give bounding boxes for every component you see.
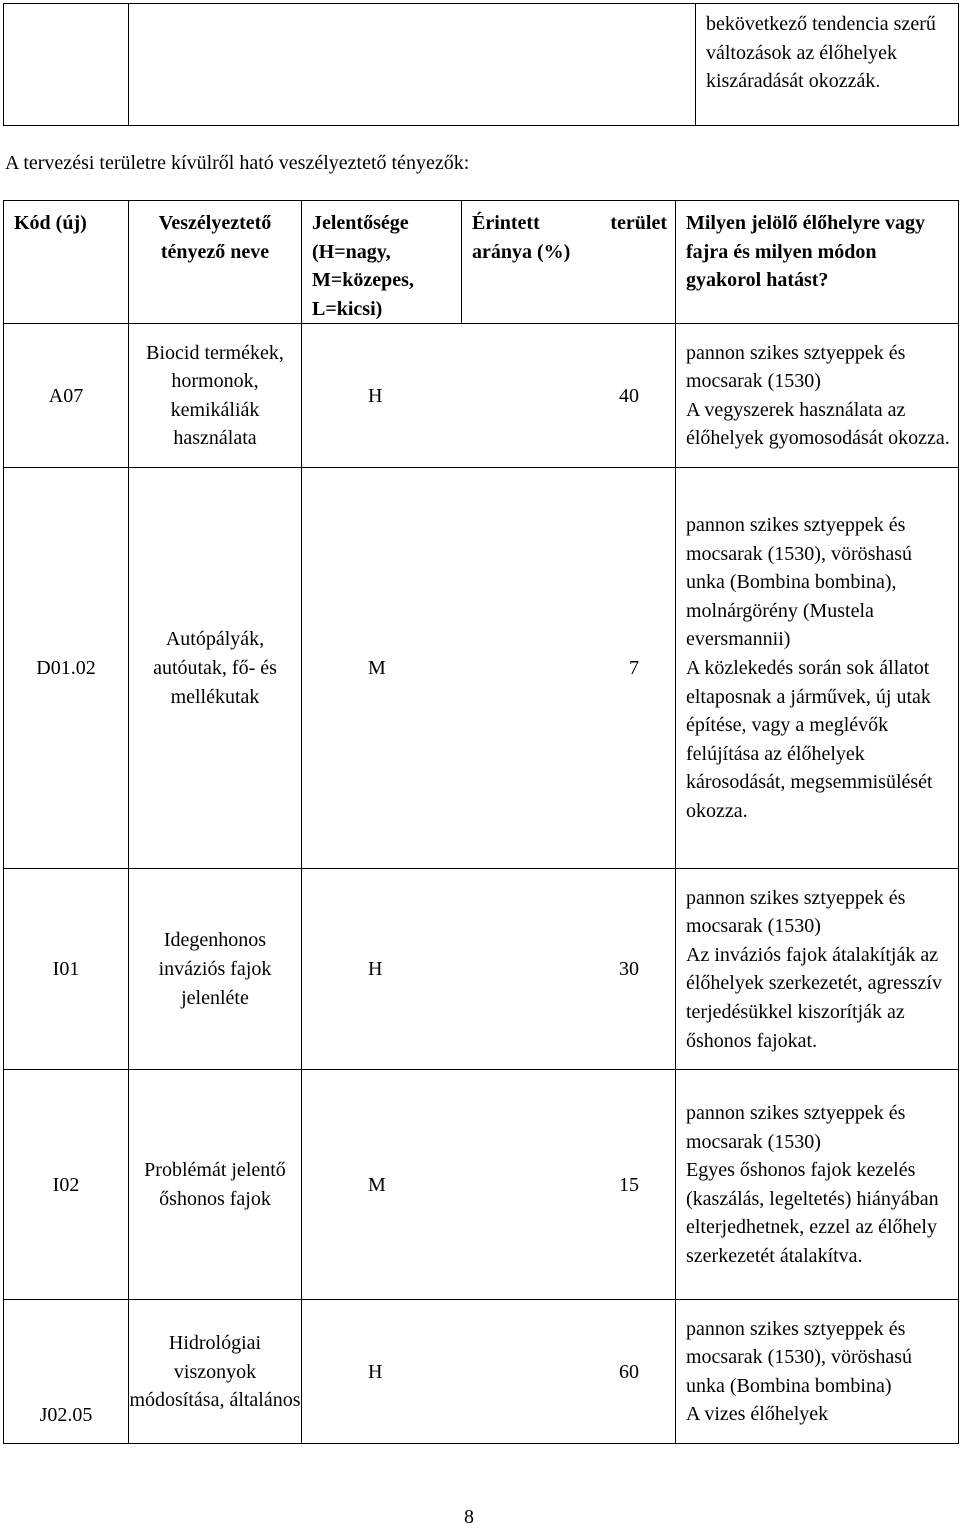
header-area-word2: terület [610,212,667,234]
name-cell: Autópályák, autóutak, fő- és mellékutak [129,468,302,869]
effect-description: A közlekedés során sok állatot eltaposnak a járművek, új utak építése, vagy a meglévők felújítása az élőhelyek károsodását, megsemmisülését okozza. [686,657,933,823]
header-effect: Milyen jelölő élőhelyre vagy fajra és milyen módon gyakorol hatást? [676,201,959,324]
affected-targets: pannon szikes sztyeppek és mocsarak (1530), vöröshasú unka (Bombina bombina) [686,1317,913,1397]
effect-description: A vegyszerek használata az élőhelyek gyomosodását okozza. [686,398,950,450]
effect-description: A vizes élőhelyek [686,1403,829,1426]
header-area-word1: Érintett [472,212,540,234]
significance-value: H [368,958,383,981]
code-cell: I01 [4,869,129,1070]
section-heading: A tervezési területre kívülről ható veszélyeztető tényezők: [5,152,470,174]
name-cell: Problémát jelentő őshonos fajok [129,1070,302,1300]
code-cell: A07 [4,324,129,468]
page-number: 8 [464,1506,474,1528]
area-value: 60 [619,1360,639,1383]
table-row [4,1070,959,1300]
header-area [462,201,676,324]
header-code: Kód (új) [4,201,129,324]
effect-description: Egyes őshonos fajok kezelés (kaszálás, legeltetés) hiányában elterjedhetnek, ezzel az élőhely szerkezetét átalakítva. [686,1159,939,1268]
effect-cell [676,324,959,468]
table-row [4,4,959,126]
area-value: 7 [629,657,639,680]
empty-cell [129,4,696,126]
significance-value: M [368,657,386,680]
area-value: 30 [619,958,639,981]
table-row [4,324,959,468]
significance-area-cell [302,324,676,468]
significance-value: M [368,1173,386,1196]
significance-area-cell [302,1070,676,1300]
table-row [4,468,959,869]
significance-area-cell [302,1300,676,1444]
effect-cell [676,1070,959,1300]
affected-targets: pannon szikes sztyeppek és mocsarak (1530) [686,341,906,393]
significance-value: H [368,1360,383,1383]
code-cell: D01.02 [4,468,129,869]
header-row [4,201,959,324]
area-value: 15 [619,1173,639,1196]
significance-value: H [368,384,383,407]
effect-cell [676,869,959,1070]
header-significance: Jelentősége (H=nagy, M=közepes, L=kicsi) [302,201,462,324]
code-cell: I02 [4,1070,129,1300]
effect-cell [676,1300,959,1444]
threats-table [3,200,959,1444]
effect-cell [676,468,959,869]
affected-targets: pannon szikes sztyeppek és mocsarak (1530) [686,1102,906,1153]
affected-targets: pannon szikes sztyeppek és mocsarak (1530), vöröshasú unka (Bombina bombina), molnárgörény (Mustela eversmannii) [686,514,913,651]
effect-description: Az inváziós fajok átalakítják az élőhelyek szerkezetét, agresszív terjedésükkel kiszorítják az őshonos fajokat. [686,943,942,1052]
significance-area-cell [302,468,676,869]
significance-area-cell [302,869,676,1070]
area-value: 40 [619,384,639,407]
table-row [4,869,959,1070]
continued-table [3,3,959,126]
header-name: Veszélyeztető tényező neve [129,201,302,324]
name-cell: Biocid termékek, hormonok, kemikáliák használata [129,324,302,468]
header-area-line2: aránya (%) [472,240,571,263]
code-cell: J02.05 [4,1300,129,1444]
name-cell: Hidrológiai viszonyok módosítása, általános [129,1300,302,1444]
empty-cell [4,4,129,126]
name-cell: Idegenhonos inváziós fajok jelenléte [129,869,302,1070]
effect-cell: bekövetkező tendencia szerű változások az élőhelyek kiszáradását okozzák. [696,4,959,126]
table-row [4,1300,959,1444]
affected-targets: pannon szikes sztyeppek és mocsarak (1530) [686,886,906,938]
